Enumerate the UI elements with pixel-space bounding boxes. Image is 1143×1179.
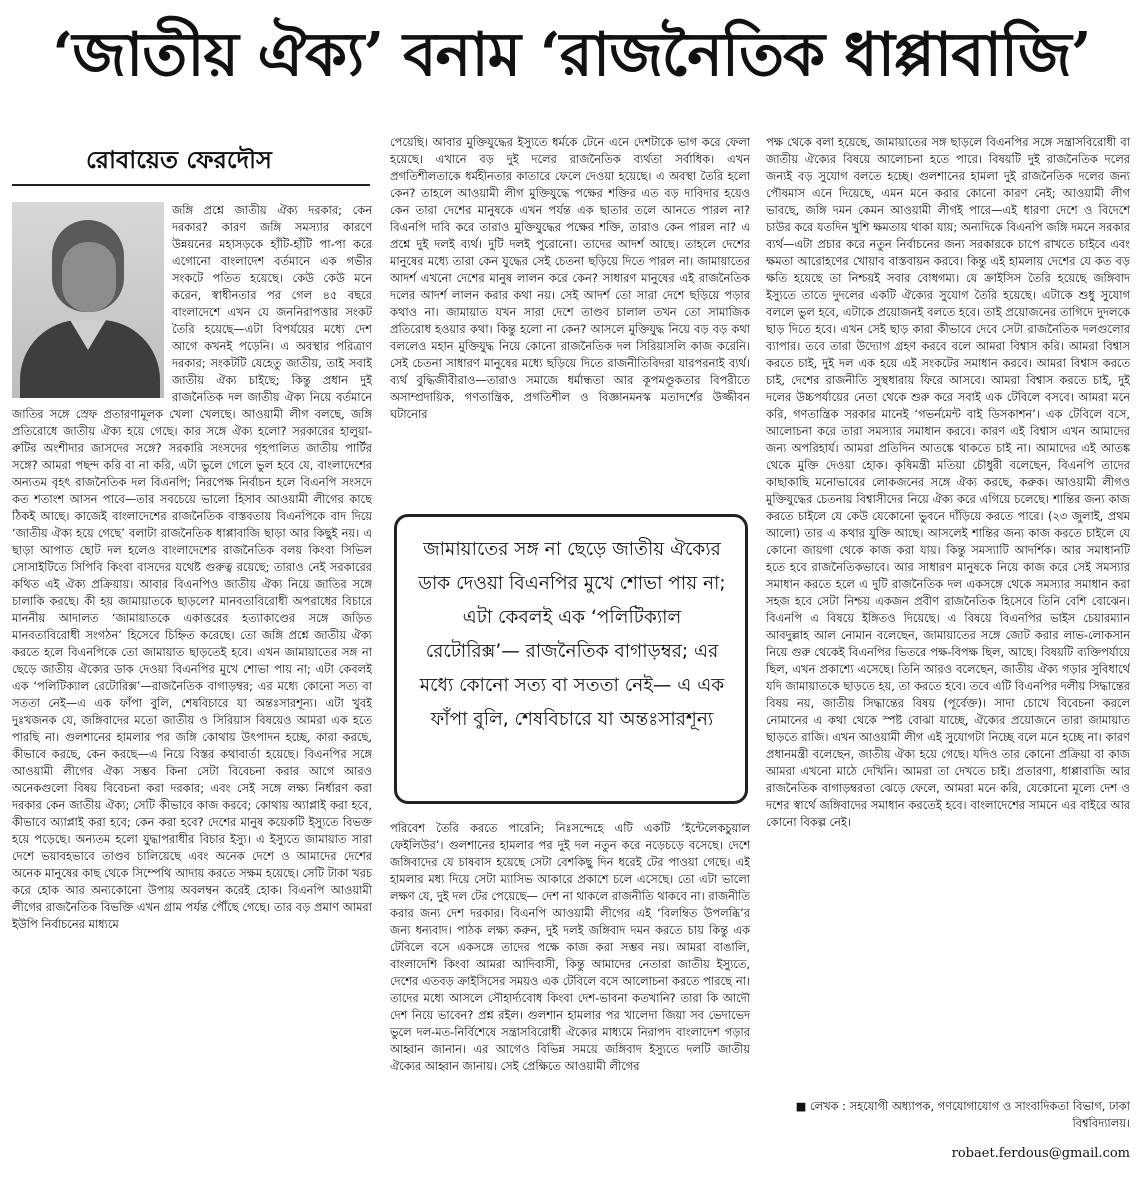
pull-quote-box [394, 514, 748, 804]
author-email: robaet.ferdous@gmail.com [951, 1146, 1130, 1161]
article-column-3 [766, 134, 1130, 1096]
byline-rule [12, 184, 370, 186]
author-byline: রোবায়েত ফেরদৌস [86, 145, 272, 174]
article-column-1 [12, 202, 372, 1168]
headline: ‘জাতীয় ঐক্য’ বনাম ‘রাজনৈতিক ধাপ্পাবাজি’ [52, 20, 1091, 90]
article-column-2-top [390, 134, 750, 514]
column-1-text: জঙ্গি প্রশ্নে জাতীয় ঐক্য দরকার; কেন দরকার? কারণ জঙ্গি সমস্যার কারণে উন্নয়নের মহাসড়কে হাঁটি-হাঁটি পা-পা করে এগোনো বাংলাদেশ বর্তমানে এক গভীর সংকটে পতিত হয়েছে। কেউ কেউ মনে করেন, স্বাধীনতার পর গেল ৪৫ বছরে বাংলাদেশে এখন যে জননিরাপত্তার সংকট তৈরি হয়েছে—এটা বিপর্যয়ের মধ্যে দেশ আগে কখনই পড়েনি। এ অবস্থার পরিত্রাণ দরকার; সংকটটি যেহেতু জাতীয়, তাই সবাই জাতীয় ঐক্য চাইছে; কিন্তু প্রধান দুই রাজনৈতিক দল জাতীয় ঐক্য নিয়ে বর্তমানে জাতির সঙ্গে স্রেফ প্রতারণামূলক খেলা খেলছে। আওয়ামী লীগ বলছে, জঙ্গি প্রতিরোধে জাতীয় ঐক্য হয়ে গেছে। কার সঙ্গে ঐক্য হলো? সরকারের হালুয়া-রুটির অংশীদার জাসদের সঙ্গে? সরকারি সংসদের গৃহপালিত জাতীয় পার্টির সঙ্গে? আমরা পছন্দ করি বা না করি, এটা ভুলে গেলে ভুল হবে যে, বাংলাদেশের অন্যতম বৃহৎ রাজনৈতিক দল বিএনপি; নিরপেক্ষ নির্বাচন হলে বিএনপি সংসদে কত শতাংশ আসন পাবে—তার সবচেয়ে ভালো হিসাব আওয়ামী লীগের কাছে ঠিকই আছে। কাজেই বাংলাদেশের রাজনৈতিক বাস্তবতায় বিএনপিকে বাদ দিয়ে ‘জাতীয় ঐক্য হয়ে গেছে’ বলাটা রাজনৈতিক ধাপ্পাবাজি ছাড়া আর কিছুই নয়। এ ছাড়া আপাত ছোট দল হলেও বাংলাদেশের রাজনৈতিক বলয় কিংবা সিভিল সোসাইটিতে সিপিবি কিংবা বাসদের যথেষ্ট গুরুত্ব রয়েছে; তারাও নেই সরকারের কথিত এই ঐক্য প্রক্রিয়ায়। আবার বিএনপিও জাতীয় ঐক্য নিয়ে জাতির সঙ্গে চালাকি করছে। কী হয় জামায়াতকে ছাড়লে? মানবতাবিরোধী অপরাধের বিচারে মাননীয় আদালত ‘জামায়াতকে একাত্তরের হত্যাকাণ্ডের সঙ্গে জড়িত মানবতাবিরোধী সংগঠন’ হিসেবে চিহ্নিত করেছে। তো জঙ্গি প্রশ্নে জাতীয় ঐক্য করতে হলে বিএনপিকে তো জামায়াত ছাড়তেই হবে। এখন জামায়াতের সঙ্গ না ছেড়ে জাতীয় ঐক্যের ডাক দেওয়া বিএনপির মুখে শোভা পায় না; এটা কেবলই এক ‘পলিটিক্যাল রেটোরিক্স’—রাজনৈতিক বাগাড়ম্বর; এর মধ্যে কোনো সত্য বা সততা নেই—এ এক ফাঁপা বুলি, শেষবিচারে যা অন্তঃসারশূন্য। এটা খুবই দুঃখজনক যে, জঙ্গিবাদের মতো জাতীয় ও সিরিয়াস বিষয়েও আমরা এক হতে পারছি না। গুলশানের হামলার পর জঙ্গি কোথায় উৎপাদন হচ্ছে, কারা করছে, কীভাবে করছে, কেন করছে—এ নিয়ে বিস্তর কথাবার্তা হয়েছে। বিএনপির সঙ্গে আওয়ামী লীগের ঐক্য সম্ভব কিনা সেটা বিবেচনা করার আগে আরও অনেকগুলো বিষয় বিবেচনা করা দরকার; এবং সেই সঙ্গে লক্ষ্য নির্ধারণ করা দরকার কেন জাতীয় ঐক্য; সেটি কীভাবে কাজ করবে; কোথায় অ্যাপ্লাই করা হবে, কীভাবে অ্যাপ্লাই করা হবে; কেন করা হবে? দেশের মানুষ কয়েকটি ইস্যুতে বিভক্ত হয়ে পড়েছে। অন্যতম হলো যুদ্ধাপরাধীর বিচার ইস্যু। এ ইস্যুতে জামায়াত সারা দেশে ভয়াবহভাবে তাণ্ডব চালিয়েছে এবং অনেক দেশে ও আমাদের দেশের অনেক মানুষের কাছ থেকে সিম্পেথি আদায় করতে সক্ষম হয়েছে। সেটি টাকা খরচ করে হোক আর অন্যকোনো উপায় অবলম্বন করেই হোক। বিএনপি আওয়ামী লীগের রাজনৈতিক বিভক্তি এখন গ্রাম পর্যন্ত পৌঁছে গেছে। তার বড় প্রমাণ আমরা ইউপি নির্বাচনের মাধ্যমে [12, 203, 372, 931]
article-column-2-bottom [390, 820, 750, 1170]
column-2-top-text: পেয়েছি। আবার মুক্তিযুদ্ধের ইস্যুতে ধর্মকে টেনে এনে দেশটাকে ভাগ করে ফেলা হয়েছে। এখানে বড় দুই দলের রাজনৈতিক ব্যর্থতা সর্বাধিক। এখন প্রগতিশীলতাকে ধর্মহীনতার কাতারে ফেলে দেওয়া হয়েছে। এ অবস্থা তৈরি হলো কেন? তাহলে আওয়ামী লীগ মুক্তিযুদ্ধে পক্ষের শক্তির এত বড় দাবিদার হয়েও কেন তারা দেশের মানুষকে এখন পর্যন্ত এক ছাতার তলে আনতে পারল না? বিএনপি দাবি করে তারাও মুক্তিযুদ্ধের পক্ষের শক্তি, তারাও কেন পারল না? এ প্রশ্নে দুই দলই ব্যর্থ। দুটি দলই পুরোনো। তাদের আদর্শ আছে। তাহলে দেশের মানুষের মধ্যে তারা কেন যুদ্ধের সেই চেতনা ছড়িয়ে দিতে পারল না। জামায়াতের আদর্শ এখনো দেশের মানুষ লালন করে কেন? সাধারণ মানুষের এই রাজনৈতিক দলের আদর্শ লালন করার কথা নয়। সেই আদর্শ তো সারা দেশে ছড়িয়ে পড়ার কথাও না। জামায়াত যখন সারা দেশে তাণ্ডব চালাল তখন তো সামাজিক প্রতিরোধ হওয়ার কথা। কিন্তু হলো না কেন? আসলে মুক্তিযুদ্ধ নিয়ে বড় বড় কথা বললেও মহান মুক্তিযুদ্ধ নিয়ে কোনো রাজনৈতিক দল সিরিয়াসলি কাজ করেনি। সেই চেতনা সাধারণ মানুষের মধ্যে ছড়িয়ে দিতে রাজনীতিবিদরা যারপরনাই ব্যর্থ। ব্যর্থ বুদ্ধিজীবীরাও—তারাও সমাজে ধর্মান্ধতা আর কূপমণ্ডূকতার বিপরীতে অসাম্প্রদায়িক, গণতান্ত্রিক, প্রগতিশীল ও বিজ্ঞানমনস্ক মতাদর্শের উজ্জীবন ঘটানোর [390, 135, 750, 421]
author-photo [12, 202, 164, 398]
author-note: ■ লেখক : সহযোগী অধ্যাপক, গণযোগাযোগ ও সাংবাদিকতা বিভাগ, ঢাকা বিশ্ববিদ্যালয়। [795, 1099, 1130, 1130]
pull-quote-text: জামায়াতের সঙ্গ না ছেড়ে জাতীয় ঐক্যের ডাক দেওয়া বিএনপির মুখে শোভা পায় না; এটা কেবলই এক ‘পলিটিক্যাল রেটোরিক্স’— রাজনৈতিক বাগাড়ম্বর; এর মধ্যে কোনো সত্য বা সততা নেই— এ এক ফাঁপা বুলি, শেষবিচারে যা অন্তঃসারশূন্য [418, 539, 726, 730]
column-2-bottom-text: পরিবেশ তৈরি করতে পারেনি; নিঃসন্দেহে এটি একটি ‘ইন্টেলেকচুয়াল ফেইলিউর’। গুলশানের হামলার পর দুই দল নতুন করে নড়েচড়ে বসেছে। দেশে জঙ্গিবাদের যে চাষবাস হয়েছে সেটা বেশকিছু দিন ধরেই টের পাওয়া গেছে। এই হামলার মধ্য দিয়ে সেটা ম্যাসিভ আকারে প্রকাশে চলে এসেছে। তো এটা ভালো লক্ষণ যে, দুই দল টের পেয়েছে— দেশ না থাকলে রাজনীতি থাকবে না। রাজনীতি করার জন্য দেশ দরকার। বিএনপি আওয়ামী লীগের এই ‘বিলম্বিত উপলব্ধি’র জন্য ধন্যবাদ। পাঠক লক্ষ্য করুন, দুই দলই জঙ্গিবাদ দমন করতে চায় কিন্তু এক টেবিলে বসে একসঙ্গে তাদের পক্ষে কাজ করা সম্ভব নয়। আমরা বাঙালি, বাংলাদেশি কিংবা আমরা আদিবাসী, কিন্তু আমাদের নেতারা জাতীয় ইস্যুতে, দেশের এতবড় ক্রাইসিসের সময়ও এক টেবিলে বসে আলোচনা করতে পারছে না। তাদের মধ্যে আসলে সৌহার্দ্যবোধ কিংবা দেশ-ভাবনা কতখানি? তারা কি আদৌ দেশ নিয়ে ভাবেন? প্রশ্ন রইল। গুলশান হামলার পর খালেদা জিয়া সব ভেদাভেদ ভুলে দল-মত-নির্বিশেষে সন্ত্রাসবিরোধী ঐক্যের মাধ্যমে নিরাপদ বাংলাদেশ গড়ার আহ্বান জানান। এর আগেও বিভিন্ন সময়ে জঙ্গিবাদ ইস্যুতে দলটি জাতীয় ঐক্যের আহ্বান জানায়। সেই প্রেক্ষিতে আওয়ামী লীগের [390, 821, 750, 1073]
column-3-text: পক্ষ থেকে বলা হয়েছে, জামায়াতের সঙ্গ ছাড়লে বিএনপির সঙ্গে সন্ত্রাসবিরোধী বা জাতীয় ঐক্যের বিষয়ে আলোচনা হতে পারে। বিষয়টি দুই রাজনৈতিক দলের জন্যই বড় সুযোগ বলতে হচ্ছে। গুলশানের হামলা দুই রাজনৈতিক দলের জন্য পৌষমাস এনে দিয়েছে, এমন মনে করার কোনো কারণ নেই; আওয়ামী লীগ ভাবছে, জঙ্গি দমন কেমন আওয়ামী লীগই পারে—এই ধারণা দেশে ও বিদেশে চাউর করে যতদিন খুশি ক্ষমতায় থাকা যায়; অন্যদিকে বিএনপি জঙ্গি দমনে সরকার ব্যর্থ—এটা প্রচার করে নতুন নির্বাচনের জন্য সরকারকে চাপে রাখতে চাইবে এবং ক্ষমতা আরোহণের খোয়াব বাস্তবায়ন করবে। কিন্তু এই হামলায় দেশের যে কত বড় ক্ষতি হয়েছে তা নিশ্চয়ই সবার বোধগম্য। যে ক্রাইসিস তৈরি হয়েছে জঙ্গিবাদ ইস্যুতে তাতে দুদলের একটি ঐক্যের সুযোগ তৈরি হয়েছে। এটাকে শুধু সুযোগ বললে ভুল হবে, এটাকে প্রয়োজনই বলতে হবে। তাই প্রয়োজনের তাগিদে দুদলকে ছাড় দিতে হবে। এখন সেই ছাড় কারা কীভাবে দেবে সেটা রাজনৈতিক দলগুলোর ব্যাপার। তবে তারা উদ্যোগ গ্রহণ করবে বলে আমরা বিশ্বাস করি। আমরা বিশ্বাস করতে চাই, দুই দল এক হয়ে এই সংকটের সমাধান করবে। আমরা বিশ্বাস করতে চাই, দেশের রাজনীতি সুস্থধারায় ফিরে আসবে। আমরা বিশ্বাস করতে চাই, দুই দলের উচ্চপর্যায়ের নেতা থেকে শুরু করে সবাই এক টেবিলে বসবে। আমরা মনে করি, গণতান্ত্রিক সরকার মানেই ‘গভর্নমেন্ট বাই ডিসকাশন’। এক টেবিলে বসে, আলোচনা করে তারা সমস্যার সমাধান করবে। কারণ এই বিশ্বাস এখন আমাদের জন্য অপরিহার্য। আমরা প্রতিদিন আতঙ্কে থাকতে চাই না। আমাদের এই আতঙ্ক থেকে মুক্তি দেওয়া হোক। কৃষিমন্ত্রী মতিয়া চৌধুরী বলেছেন, বিএনপি তাদের কাছাকাছি মনোভাবের লোকজনের সঙ্গে ঐক্য করছে, করুক। আওয়ামী লীগও মুক্তিযুদ্ধের চেতনায় বিশ্বাসীদের নিয়ে ঐক্য করে এগিয়ে চলেছে। শান্তির জন্য কাজ করতে চাইলে যে কেউ যেকোনো ভুবনে দাঁড়িয়ে করতে পারে। (২৩ জুলাই, প্রথম আলো) তার এ কথার যুক্তি আছে। আসলেই শান্তির জন্য কাজ করতে চাইলে যে কোনো জায়গা থেকে কাজ করা যায়। কিন্তু সমস্যাটি আদর্শিক। আর সমাধানটি হতে হবে রাজনৈতিকভাবে। আর সাধারণ মানুষকে নিয়ে কাজ করে সেই সমস্যার সমাধান করতে হলে এ দুটি রাজনৈতিক দল একসঙ্গে থেকে সমস্যার সমাধান করা সহজ হবে সেটা নিশ্চয় একজন প্রবীণ রাজনৈতিক হিসেবে তিনি বেশি বোঝেন। বিএনপি এ বিষয়ে ইঙ্গিতও দিয়েছে। এ বিষয়ে বিএনপির ভাইস চেয়ারম্যান আবদুল্লাহ আল নোমান বলেছেন, জামায়াতের সঙ্গে জোট করার লাভ-লোকসান নিয়ে গুরু থেকেই বিএনপির ভিতরে পক্ষ-বিপক্ষ ছিল, আছে। বিষয়টি ব্যক্তিপর্যায়ে ছিল, এখন প্রকাশ্যে এসেছে। তিনি আরও বলেছেন, জাতীয় ঐক্য গড়ার সুবিধার্থে যদি জামায়াতকে ছাড়তে হয়, তা করতে হবে। তবে এটি বিএনপির দলীয় সিদ্ধান্তের বিষয় নয়, জাতীয় সিদ্ধান্তের বিষয় (পূর্বেক্ত)। সাদা চোখে বিবেচনা করলে নোমানের এ কথা থেকে স্পষ্ট বোঝা যাচ্ছে, ঐক্যের প্রয়োজনে তারা জামায়াত ছাড়তে রাজি। এখন আওয়ামী লীগ এই সুযোগটা নিচ্ছে বলে মনে হচ্ছে না। কারণ প্রধানমন্ত্রী বলেছেন, জাতীয় ঐক্য হয়ে গেছে। যদিও তার কোনো প্রক্রিয়া বা কাজ আমরা এখনো মাঠে দেখিনি। আমরা তা দেখতে চাই। প্রতারণা, ধাপ্পাবাজি আর রাজনৈতিক বাগাড়ম্বরতা ঝেড়ে ফেলে, আমরা মনে করি, যেকোনো মূল্যে দেশ ও দশের স্বার্থে জঙ্গিবাদের সমাধান করতেই হবে। বাংলাদেশের সামনে এর বাইরে আর কোনো বিকল্প নেই। [766, 135, 1130, 829]
